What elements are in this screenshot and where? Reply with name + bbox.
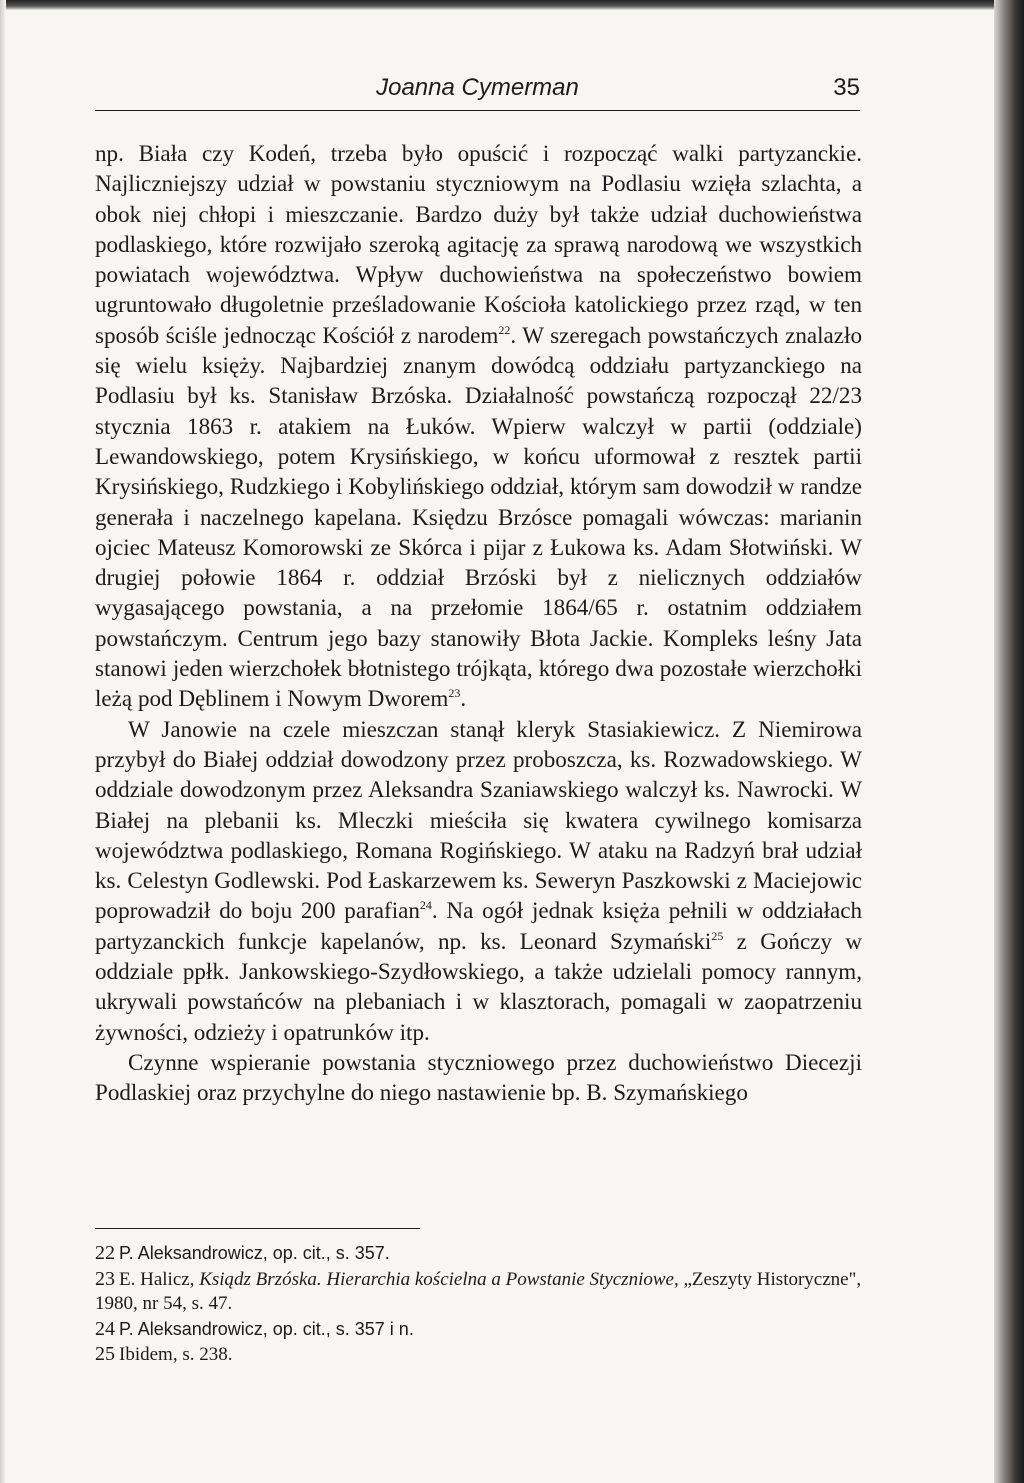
footnote-23 — [95, 1267, 862, 1317]
footnote-separator — [95, 1228, 420, 1229]
main-text — [95, 138, 862, 1108]
footnote-ref-25: 25 — [711, 928, 724, 943]
footnote-22 — [95, 1241, 862, 1267]
paragraph-3: Czynne wspieranie powstania styczniowego przez duchowieństwo Diecezji Podlaskiej oraz przychylne do niego nastawienie bp. B. Szymańskiego — [95, 1048, 862, 1106]
page-left-edge-shadow — [0, 0, 6, 1483]
paragraph-1-end: . — [460, 685, 467, 712]
paragraph-1 — [95, 138, 862, 714]
footnote-24 — [95, 1317, 862, 1343]
header-rule — [95, 110, 860, 111]
footnote-number: 22 — [95, 1242, 115, 1264]
page-number: 35 — [833, 74, 860, 101]
footnote-text: P. Aleksandrowicz, op. cit., s. 357 i n. — [119, 1318, 414, 1339]
running-header — [95, 72, 860, 112]
footnote-number: 24 — [95, 1317, 115, 1340]
footnote-cited-title: Ksiądz Brzóska. Hierarchia kościelna a Powstanie Styczniowe — [199, 1268, 674, 1290]
paragraph-2-text-c: z Gończy w oddziale ppłk. Jankowskiego-Szydłowskiego, a także udzielali pomocy rannym, ukrywali powstańców na plebaniach i w klasztorach, pomagali w zaopatrzeniu żywności, odzieży i opatrunków itp. — [95, 927, 862, 1045]
paragraph-1-text-a: np. Biała czy Kodeń, trzeba było opuścić i rozpocząć walki partyzanckie. Najliczniejszy udział w powstaniu styczniowym na Podlasiu wzięła szlachta, a obok niej chłopi i mieszczanie. Bardzo duży był także udział duchowieństwa podlaskiego, które rozwijało szeroką agitację za sprawą narodową we wszystkich powiatach województwa. Wpływ duchowieństwa na społeczeństwo bowiem ugruntowało długoletnie prześladowanie Kościoła katolickiego przez rząd, w ten sposób ściśle jednocząc Kościół z narodem — [95, 140, 862, 348]
footnote-text-post: , „Zeszyty Historyczne", 1980, nr 54, s. 47. — [95, 1268, 862, 1314]
book-spine-shadow — [994, 0, 1024, 1483]
paragraph-2-text-a: W Janowie na czele mieszczan stanął kleryk Stasiakiewicz. Z Niemirowa przybył do Białej oddział dowodzony przez proboszcza, ks. Rozwadowskiego. W oddziale dowodzonym przez Aleksandra Szaniawskiego walczył ks. Nawrocki. W Białej na plebanii ks. Mleczki mieściła się kwatera cywilnego komisarza województwa podlaskiego, Romana Rogińskiego. W ataku na Radzyń brał udział ks. Celestyn Godlewski. Pod Łaskarzewem ks. Seweryn Paszkowski z Maciejowic poprowadził do boju 200 parafian — [95, 715, 862, 924]
footnotes — [95, 1241, 862, 1368]
footnote-25 — [95, 1342, 862, 1368]
header-author: Joanna Cymerman — [376, 74, 579, 101]
paragraph-2-text-b: . Na ogół jednak księża pełnili w oddziałach partyzanckich funkcje kapelanów, np. ks. Leonard Szymański — [95, 897, 862, 954]
footnote-ref-24: 24 — [419, 898, 432, 913]
footnote-ref-23: 23 — [448, 686, 461, 701]
footnote-text: P. Aleksandrowicz, op. cit., s. 357. — [119, 1243, 390, 1263]
page-top-edge-shadow — [0, 0, 1024, 10]
footnote-text-pre: E. Halicz, — [119, 1268, 200, 1290]
footnote-ref-22: 22 — [498, 322, 511, 337]
paragraph-2 — [95, 714, 862, 1047]
paragraph-1-text-b: . W szeregach powstańczych znalazło się wielu księży. Najbardziej znanym dowódcą oddziału partyzanckiego na Podlasiu był ks. Stanisław Brzóska. Działalność powstańczą rozpoczął 22/23 stycznia 1863 r. atakiem na Łuków. Wpierw walczył w partii (oddziale) Lewandowskiego, potem Krysińskiego, w końcu uformował z resztek partii Krysińskiego, Rudzkiego i Kobylińskiego oddział, którym sam dowodził w randze generała i naczelnego kapelana. Księdzu Brzósce pomagali wówczas: marianin ojciec Mateusz Komorowski ze Skórca i pijar z Łukowa ks. Adam Słotwiński. W drugiej połowie 1864 r. oddział Brzóski był z nielicznych oddziałów wygasającego powstania, a na przełomie 1864/65 r. ostatnim oddziałem powstańczym. Centrum jego bazy stanowiły Błota Jackie. Kompleks leśny Jata stanowi jeden wierzchołek błotnistego trójkąta, którego dwa pozostałe wierzchołki leżą pod Dęblinem i Nowym Dworem — [95, 321, 863, 712]
footnote-number: 25 — [95, 1343, 115, 1365]
footnote-number: 23 — [95, 1267, 115, 1290]
footnote-text: Ibidem, s. 238. — [119, 1344, 233, 1365]
